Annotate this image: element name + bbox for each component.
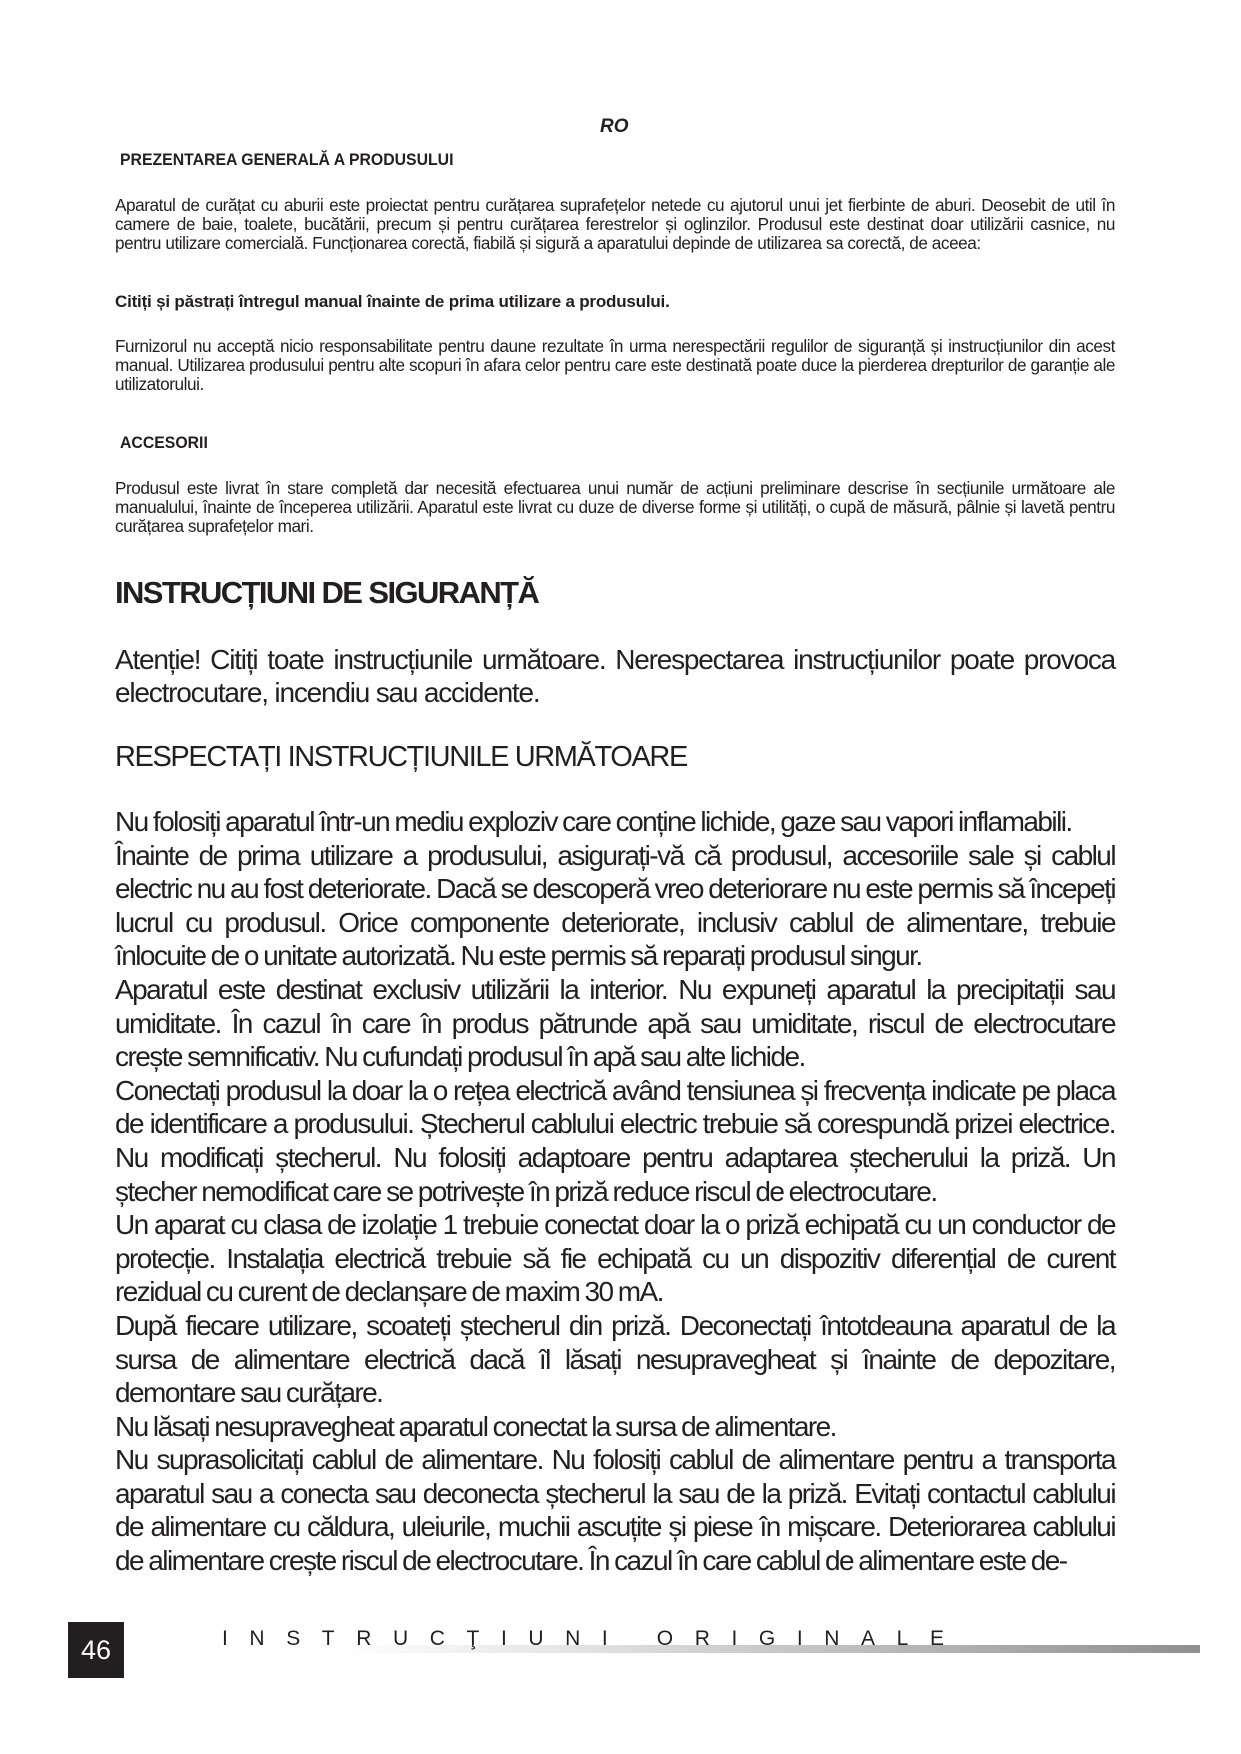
disclaimer-paragraph: Furnizorul nu acceptă nicio responsabilitate pentru daune rezultate în urma nerespectării regulilor de siguranță și instrucțiunilor din acest manual. Utilizarea produsului pentru alte scopuri în afara celor pentru care este destinată poate duce la pierderea drepturilor de garanție ale utilizatorului. <box>115 336 1115 394</box>
safety-paragraph: Nu lăsați nesupravegheat aparatul conectat la sursa de alimentare. <box>115 1410 836 1442</box>
overview-heading: PREZENTAREA GENERALĂ A PRODUSULUI <box>120 150 454 169</box>
safety-heading: INSTRUCȚIUNI DE SIGURANȚĂ <box>115 575 539 610</box>
language-code: RO <box>600 116 629 137</box>
safety-paragraph: Înainte de prima utilizare a produsului, asigurați-vă că produsul, accesoriile sale și cablul electric nu au fost deteriorate. Dacă se descoperă vreo deteriorare nu este permis să începeți lucrul cu produsul. Orice componente deteriorate, inclusiv cablul de alimentare, trebuie înlocuite de o unitate autorizată. Nu este permis să reparați produsul singur. <box>115 839 1115 972</box>
safety-paragraph: Un aparat cu clasa de izolație 1 trebuie conectat doar la o priză echipată cu un conductor de protecție. Instalația electrică trebuie să fie echipată cu un dispozitiv diferențial de curent rezidual cu curent de declanșare de maxim 30 mA. <box>115 1209 1115 1308</box>
safety-paragraph: Nu folosiți aparatul într-un mediu exploziv care conține lichide, gaze sau vapori inflamabili. <box>115 806 1072 837</box>
safety-paragraph: Nu suprasolicitați cablul de alimentare. Nu folosiți cablul de alimentare pentru a transporta aparatul sau a conecta sau deconecta ștecherul la sau de la priză. Evitați contactul cablului de alimentare cu căldura, uleiurile, muchii ascuțite și piese în mișcare. Deteriorarea cablului de alimentare crește riscul de electrocutare. În cazul în care cablul de alimentare este de- <box>115 1444 1115 1577</box>
page-number: 46 <box>68 1622 124 1678</box>
safety-paragraph: Aparatul este destinat exclusiv utilizării la interior. Nu expuneți aparatul la precipitații sau umiditate. În cazul în care în produs pătrunde apă sau umiditate, riscul de electrocutare crește semnificativ. Nu cufundați produsul în apă sau alte lichide. <box>115 973 1115 1073</box>
accessories-paragraph: Produsul este livrat în stare completă dar necesită efectuarea unui număr de acțiuni preliminare descrise în secțiunile următoare ale manualului, înainte de începerea utilizării. Aparatul este livrat cu duze de diverse forme și utilități, o cupă de măsură, pâlnie și lavetă pentru curățarea suprafețelor mari. <box>115 478 1115 536</box>
footer-title: INSTRUCŢIUNI ORIGINALE <box>222 1627 966 1650</box>
safety-paragraph: Conectați produsul la doar la o rețea electrică având tensiunea și frecvența indicate pe placa de identificare a produsului. Ștecherul cablului electric trebuie să corespundă prizei electrice. Nu modificați ștecherul. Nu folosiți adaptoare pentru adaptarea ștecherului la priză. Un ștecher nemodificat care se potrivește în priză reduce riscul de electrocutare. <box>115 1074 1115 1207</box>
safety-subtitle: RESPECTAȚI INSTRUCȚIUNILE URMĂTOARE <box>115 741 687 773</box>
safety-warning: Atenție! Citiți toate instrucțiunile următoare. Nerespectarea instrucțiunilor poate provoca electrocutare, incendiu sau accidente. <box>115 644 1115 708</box>
overview-paragraph: Aparatul de curățat cu aburii este proiectat pentru curățarea suprafețelor netede cu ajutorul unui jet fierbinte de aburi. Deosebit de util în camere de baie, toalete, bucătării, precum și pentru curățarea ferestrelor și oglinzilor. Produsul este destinat doar utilizării casnice, nu pentru utilizare comercială. Funcționarea corectă, fiabilă și sigură a aparatului depinde de utilizarea sa corectă, de aceea: <box>115 195 1115 253</box>
safety-paragraph: După fiecare utilizare, scoateți ștecherul din priză. Deconectați întotdeauna aparatul de la sursa de alimentare electrică dacă îl lăsați nesupravegheat și înainte de depozitare, demontare sau curățare. <box>115 1309 1115 1409</box>
safety-instructions <box>115 805 1115 1578</box>
read-manual-notice: Citiți și păstrați întregul manual înainte de prima utilizare a produsului. <box>115 292 670 311</box>
accessories-heading: ACCESORII <box>120 433 208 452</box>
